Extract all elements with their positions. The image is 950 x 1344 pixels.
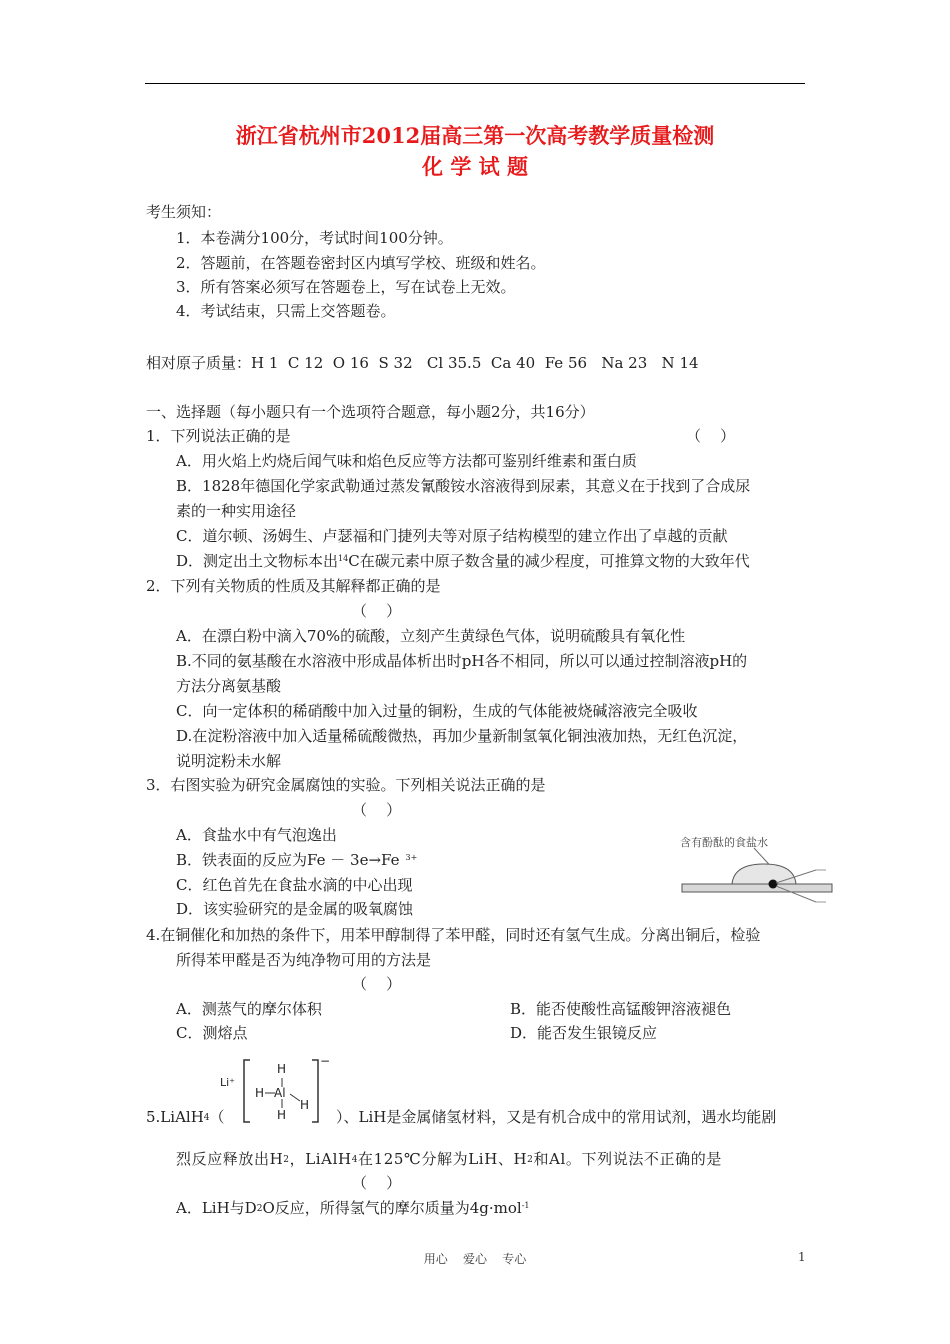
- q1-option-c: C．道尔顿、汤姆生、卢瑟福和门捷列夫等对原子结构模型的建立作出了卓越的贡献: [176, 527, 728, 545]
- q1-option-b: B．1828年德国化学家武勒通过蒸发氰酸铵水溶液得到尿素，其意义在于找到了合成尿: [176, 477, 751, 495]
- answer-bracket: （ ）: [352, 801, 402, 819]
- q4-option-a: A．测蒸气的摩尔体积: [176, 1000, 322, 1018]
- q2-option-b-cont: 方法分离氨基酸: [176, 677, 282, 695]
- exam-subtitle: 化 学 试 题: [422, 154, 528, 179]
- figure-drawing: [676, 834, 836, 904]
- atomic-mass-line: 相对原子质量：H 1 C 12 O 16 S 32 Cl 35.5 Ca 40 Fe 56 Na 23 N 14: [146, 354, 699, 372]
- notice-heading: 考生须知：: [146, 203, 222, 221]
- q2-option-a: A．在漂白粉中滴入70%的硫酸，立刻产生黄绿色气体，说明硫酸具有氧化性: [176, 627, 686, 645]
- question-1-stem: 1．下列说法正确的是: [146, 427, 291, 445]
- hydrogen-atom-label: H: [300, 1098, 310, 1112]
- answer-bracket: （ ）: [352, 975, 402, 993]
- notice-item: 2．答题前，在答题卷密封区内填写学校、班级和姓名。: [176, 254, 546, 272]
- q2-option-d: D.在淀粉溶液中加入适量稀硫酸微热，再加少量新制氢氧化铜浊液加热，无红色沉淀，: [176, 727, 748, 745]
- q4-option-b: B．能否使酸性高锰酸钾溶液褪色: [510, 1000, 732, 1018]
- lialh4-structure: [220, 1056, 330, 1126]
- question-5-stem: 5.LiAlH$_4$（: [146, 1108, 225, 1126]
- aluminum-atom-label: Al: [274, 1086, 286, 1100]
- question-2-stem: 2．下列有关物质的性质及其解释都正确的是: [146, 577, 441, 595]
- q3-option-a: A．食盐水中有气泡逸出: [176, 826, 337, 844]
- q3-option-d: D．该实验研究的是金属的吸氧腐蚀: [176, 900, 414, 918]
- q2-option-b: B.不同的氨基酸在水溶液中形成晶体析出时pH各不相同，所以可以通过控制溶液pH的: [176, 652, 748, 670]
- hydrogen-atom-label: H: [277, 1108, 287, 1122]
- q3-option-c: C．红色首先在食盐水滴的中心出现: [176, 876, 413, 894]
- notice-item: 1．本卷满分100分，考试时间100分钟。: [176, 229, 453, 247]
- question-5-stem-cont: 烈反应释放出$H_2$，LiAlH$_4$在125℃分解为LiH、$H_2$和Al。下列说法不正确的是: [176, 1150, 722, 1168]
- li-cation-label: Li⁺: [220, 1076, 235, 1089]
- q5-option-a: A．LiH与$D_2O$反应，所得氢气的摩尔质量为4g·mol$^{-1}$: [176, 1199, 530, 1217]
- q2-option-c: C．向一定体积的稀硝酸中加入过量的铜粉，生成的气体能被烧碱溶液完全吸收: [176, 702, 698, 720]
- hydrogen-atom-label: H: [255, 1086, 265, 1100]
- q4-option-d: D．能否发生银镜反应: [510, 1024, 658, 1042]
- q2-option-d-cont: 说明淀粉未水解: [176, 752, 282, 770]
- footer-slogan: 用心 爱心 专心: [423, 1252, 527, 1266]
- question-5-stem-rest: ）、LiH是金属储氢材料，又是有机合成中的常用试剂，遇水均能剧: [336, 1108, 777, 1126]
- corrosion-experiment-figure: [676, 834, 836, 904]
- question-4-stem-cont: 所得苯甲醛是否为纯净物可用的方法是: [176, 951, 432, 969]
- figure-label: 含有酚酞的食盐水: [680, 836, 768, 849]
- answer-bracket: （ ）: [686, 427, 736, 445]
- hydrogen-atom-label: H: [277, 1062, 287, 1076]
- section-heading: 一、选择题（每小题只有一个选项符合题意，每小题2分，共16分）: [146, 403, 595, 421]
- answer-bracket: （ ）: [352, 602, 402, 620]
- page-number: 1: [798, 1250, 806, 1264]
- question-3-stem: 3．右图实验为研究金属腐蚀的实验。下列相关说法正确的是: [146, 776, 546, 794]
- q1-option-a: A．用火焰上灼烧后闻气味和焰色反应等方法都可鉴别纤维素和蛋白质: [176, 452, 637, 470]
- notice-item: 3．所有答案必须写在答题卷上，写在试卷上无效。: [176, 278, 516, 296]
- notice-item: 4．考试结束，只需上交答题卷。: [176, 302, 396, 320]
- charge-label: −: [320, 1054, 331, 1068]
- q4-option-c: C．测熔点: [176, 1024, 248, 1042]
- header-rule: [145, 83, 805, 84]
- q3-option-b: B．铁表面的反应为Fe － 3e→Fe $^{3+}$: [176, 851, 418, 869]
- answer-bracket: （ ）: [352, 1174, 402, 1192]
- q1-option-b-cont: 素的一种实用途径: [176, 502, 297, 520]
- q1-option-d: D．测定出土文物标本出$^{14}$C在碳元素中原子数含量的减少程度，可推算文物的大致年代: [176, 552, 750, 570]
- question-4-stem: 4.在铜催化和加热的条件下，用苯甲醇制得了苯甲醛，同时还有氢气生成。分离出铜后，检验: [146, 926, 761, 944]
- exam-title: 浙江省杭州市2012届高三第一次高考教学质量检测: [235, 123, 715, 148]
